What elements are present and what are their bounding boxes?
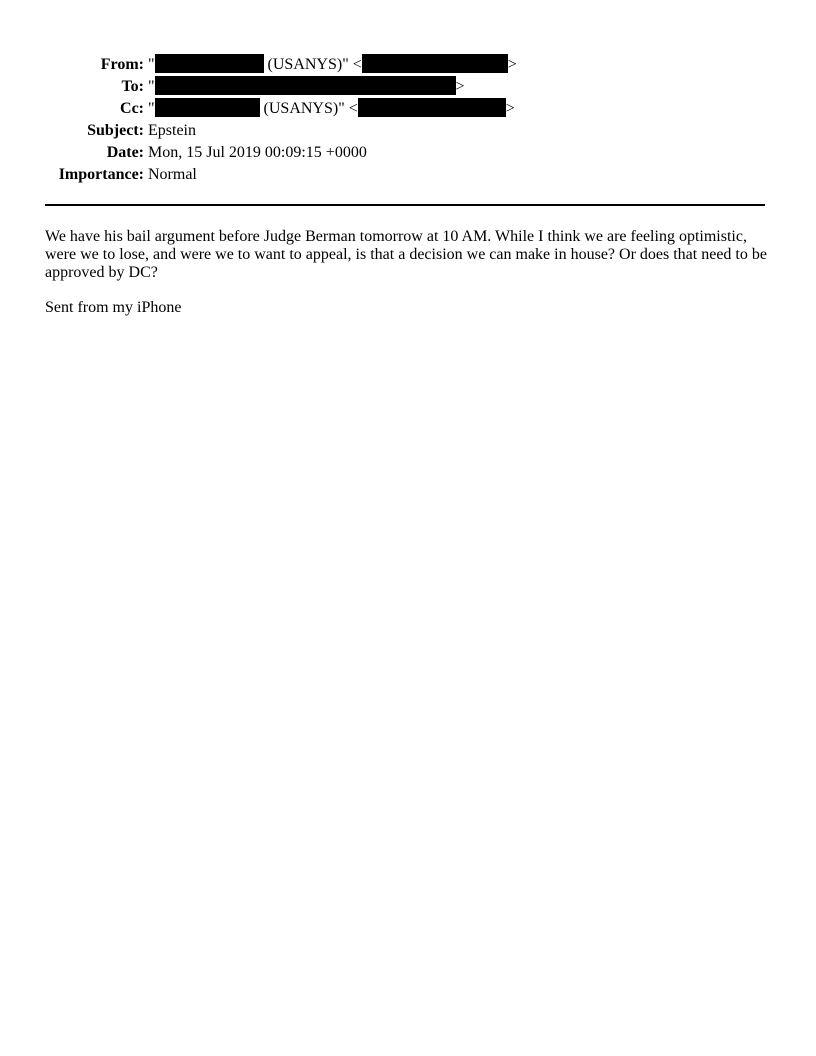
importance-value: Normal <box>148 166 197 183</box>
importance-label: Importance: <box>58 166 144 183</box>
cc-close: > <box>505 100 515 117</box>
date-row <box>45 142 517 164</box>
cc-quote: " <box>148 100 155 117</box>
subject-label: Subject: <box>87 122 144 139</box>
from-value <box>148 54 517 76</box>
to-redaction <box>155 76 456 95</box>
cc-org: (USANYS)" < <box>259 100 358 117</box>
cc-value <box>148 98 517 120</box>
from-name-redaction <box>155 54 264 73</box>
to-quote: " <box>148 78 155 95</box>
to-value <box>148 76 517 98</box>
email-header <box>45 54 517 186</box>
cc-label: Cc: <box>120 100 144 117</box>
date-value: Mon, 15 Jul 2019 00:09:15 +0000 <box>148 144 367 161</box>
header-divider <box>45 204 765 206</box>
cc-email-redaction <box>358 98 506 117</box>
to-row <box>45 76 517 98</box>
from-email-redaction <box>362 54 508 73</box>
email-body: We have his bail argument before Judge Berman tomorrow at 10 AM. While I think we are feeling optimistic, were we to lose, and were we to want to appeal, is that a decision we can make in house? Or does that need to be approved by DC? <box>45 228 767 281</box>
from-row <box>45 54 517 76</box>
subject-value: Epstein <box>148 122 196 139</box>
from-label: From: <box>100 56 144 73</box>
subject-row <box>45 120 517 142</box>
from-org: (USANYS)" < <box>263 56 362 73</box>
date-label: Date: <box>106 144 144 161</box>
to-close: > <box>455 78 465 95</box>
from-close: > <box>507 56 517 73</box>
email-signature: Sent from my iPhone <box>45 299 182 316</box>
from-quote: " <box>148 56 155 73</box>
to-label: To: <box>121 78 144 95</box>
importance-row <box>45 164 517 186</box>
cc-row <box>45 98 517 120</box>
cc-name-redaction <box>155 98 260 117</box>
